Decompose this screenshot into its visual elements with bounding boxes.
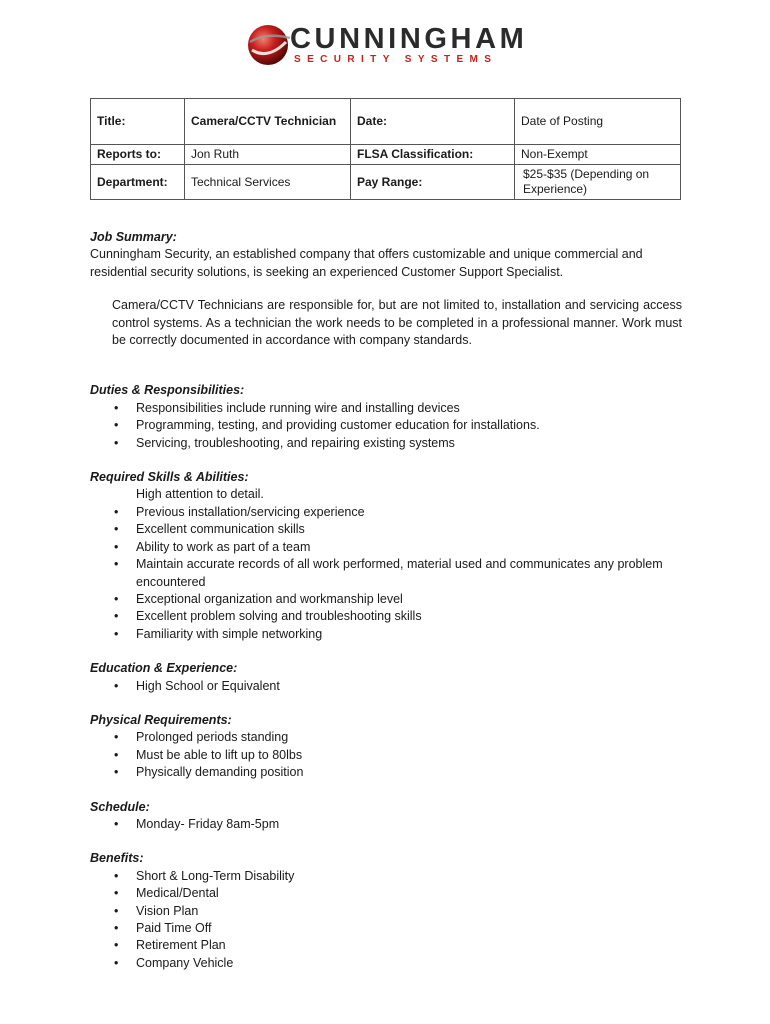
list-item-text: Monday- Friday 8am-5pm [136, 816, 280, 831]
logo-wordmark: CUNNINGHAM [290, 23, 528, 55]
list-item [90, 556, 682, 591]
bullet-icon: • [114, 886, 119, 901]
list-item [90, 920, 682, 937]
bullet-icon: • [114, 903, 119, 918]
list-item-text: Physically demanding position [136, 765, 304, 780]
bullet-icon: • [114, 591, 119, 606]
list-item [90, 868, 682, 885]
duties-list [90, 400, 682, 452]
bullet-icon: • [114, 747, 119, 762]
list-item-text: Must be able to lift up to 80lbs [136, 747, 303, 762]
duties-heading: Duties & Responsibilities: [90, 383, 245, 398]
bullet-icon: • [114, 921, 119, 935]
list-item [90, 626, 682, 643]
physical-heading: Physical Requirements: [90, 712, 232, 727]
bullet-icon: • [114, 557, 119, 572]
list-item [90, 591, 682, 608]
bullet-icon: • [114, 435, 119, 450]
job-summary-intro: Cunningham Security, an established company that offers customizable and unique commercial and residential security solutions, is seeking an experienced Customer Support Specialist. [90, 247, 643, 279]
date-label: Date: [351, 99, 515, 145]
skills-list [90, 486, 682, 643]
bullet-icon: • [114, 504, 119, 519]
flsa-label: FLSA Classification: [351, 145, 515, 165]
list-item-text: Vision Plan [136, 903, 199, 918]
list-item-text: Exceptional organization and workmanship level [136, 591, 403, 606]
list-item-text: High attention to detail. [136, 487, 264, 502]
reports-label: Reports to: [91, 145, 185, 165]
education-list [90, 678, 682, 695]
list-item-text: Retirement Plan [136, 938, 226, 953]
list-item-text: Company Vehicle [136, 955, 234, 970]
list-item-text: High School or Equivalent [136, 678, 280, 693]
list-item [90, 504, 682, 521]
list-item [90, 885, 682, 902]
logo-tagline: SECURITY SYSTEMS [294, 54, 498, 65]
list-item [90, 435, 682, 452]
schedule-list [90, 816, 682, 833]
bullet-icon: • [114, 678, 119, 693]
bullet-icon: • [114, 868, 119, 883]
physical-list [90, 729, 682, 781]
list-item-text: Programming, testing, and providing customer education for installations. [136, 418, 540, 433]
list-item [90, 521, 682, 538]
list-item [90, 955, 682, 972]
list-item-text: Excellent problem solving and troubleshooting skills [136, 609, 422, 624]
list-item-text: Servicing, troubleshooting, and repairing existing systems [136, 435, 455, 450]
list-item-text: Familiarity with simple networking [136, 626, 323, 641]
physical-section [90, 712, 682, 782]
list-item-text: Prolonged periods standing [136, 730, 289, 745]
list-item-text: Paid Time Off [136, 921, 212, 935]
job-info-table [90, 98, 681, 200]
schedule-heading: Schedule: [90, 799, 150, 814]
bullet-icon: • [114, 765, 119, 780]
duties-section [90, 382, 682, 452]
bullet-icon: • [114, 539, 119, 554]
list-item [90, 903, 682, 920]
bullet-icon: • [114, 938, 119, 953]
list-item-text: Medical/Dental [136, 886, 219, 901]
title-label: Title: [91, 99, 185, 145]
benefits-section [90, 850, 682, 972]
skills-section [90, 469, 682, 643]
table-row [91, 145, 681, 165]
list-item [90, 417, 682, 434]
bullet-icon: • [114, 816, 119, 831]
education-heading: Education & Experience: [90, 661, 238, 676]
benefits-heading: Benefits: [90, 851, 144, 866]
department-label: Department: [91, 165, 185, 200]
title-value: Camera/CCTV Technician [185, 99, 351, 145]
flsa-value: Non-Exempt [515, 145, 681, 165]
company-logo [246, 20, 526, 70]
list-item [90, 816, 682, 833]
job-summary-detail: Camera/CCTV Technicians are responsible for, but are not limited to, installation and servicing access control systems. As a technician the work needs to be completed in a professional manner. Work must be correctly documented in accordance with company standards. [112, 298, 682, 348]
bullet-icon: • [114, 626, 119, 641]
reports-value: Jon Ruth [185, 145, 351, 165]
job-description-body [90, 229, 682, 972]
pay-label: Pay Range: [351, 165, 515, 200]
list-item [90, 400, 682, 417]
list-item-text: Short & Long-Term Disability [136, 868, 295, 883]
bullet-icon: • [114, 955, 119, 970]
table-row [91, 165, 681, 200]
education-section [90, 660, 682, 695]
bullet-icon: • [114, 522, 119, 537]
schedule-section [90, 799, 682, 834]
bullet-icon: • [114, 730, 119, 745]
bullet-icon: • [114, 609, 119, 624]
list-item-text: Previous installation/servicing experience [136, 504, 365, 519]
list-item [90, 678, 682, 695]
list-item [90, 729, 682, 746]
list-item [90, 747, 682, 764]
list-item [90, 539, 682, 556]
table-row [91, 99, 681, 145]
list-item-text: Responsibilities include running wire and installing devices [136, 400, 460, 415]
list-item [90, 764, 682, 781]
list-item [90, 608, 682, 625]
bullet-icon: • [114, 400, 119, 415]
job-summary-section [90, 229, 682, 349]
skills-heading: Required Skills & Abilities: [90, 470, 249, 485]
list-item [90, 486, 682, 503]
list-item-text: Ability to work as part of a team [136, 539, 311, 554]
department-value: Technical Services [185, 165, 351, 200]
benefits-list [90, 868, 682, 972]
pay-value: $25-$35 (Depending on Experience) [515, 165, 681, 200]
bullet-icon: • [114, 418, 119, 433]
list-item-text: Excellent communication skills [136, 522, 305, 537]
list-item [90, 937, 682, 954]
list-item-text: Maintain accurate records of all work performed, material used and communicates any problem encountered [136, 557, 663, 589]
date-value: Date of Posting [515, 99, 681, 145]
job-summary-heading: Job Summary: [90, 230, 177, 244]
